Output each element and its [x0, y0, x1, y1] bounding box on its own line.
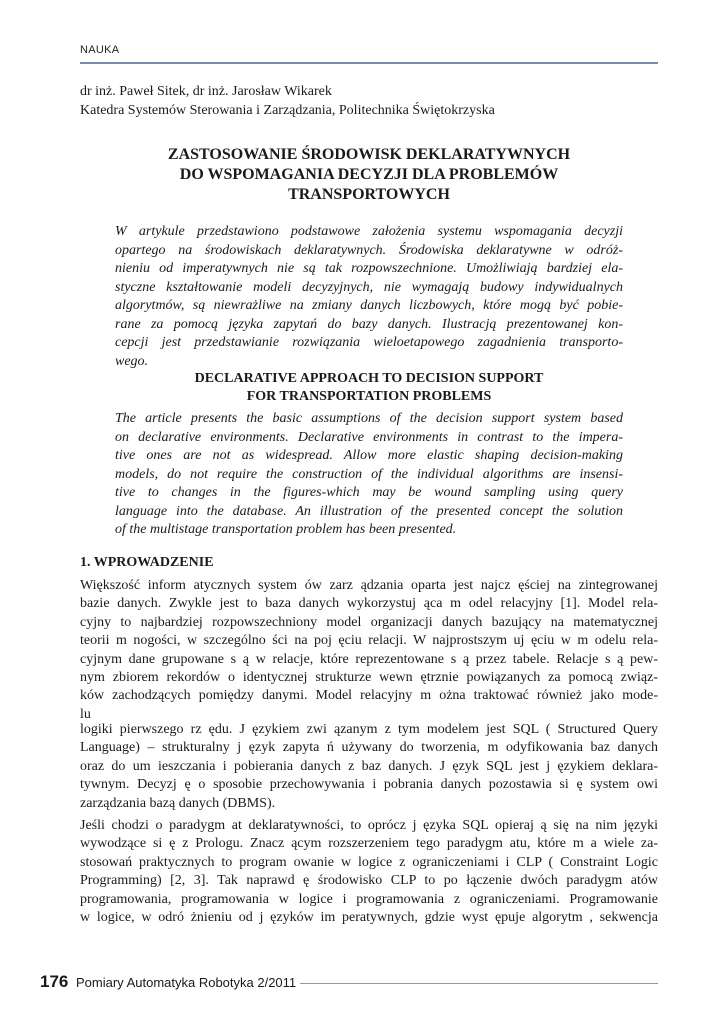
body-line: nym zbiorem rekordów o identycznej strukturze wewn ętrznie powiązanych za pomocą związ-: [80, 670, 658, 686]
abstract-line: W artykule przedstawiono podstawowe założenia systemu wspomagania decyzji: [115, 224, 623, 239]
abstract-english: [115, 410, 623, 540]
abstract-line: algorytmów, są niewrażliwe na zmiany danych liczbowych, które mogą być pobie-: [115, 298, 623, 313]
body-line: programowania, programowania w logice i programowania z ograniczeniami. Programowanie: [80, 891, 658, 907]
english-title-line: FOR TRANSPORTATION PROBLEMS: [246, 389, 492, 404]
article-title: [80, 145, 658, 205]
english-title: [115, 370, 623, 406]
abstract-line: opartego na środowiskach deklaratywnych. Środowiska deklaratywne w odróż-: [115, 242, 623, 258]
author-names: dr inż. Paweł Sitek, dr inż. Jarosław Wikarek: [80, 84, 332, 99]
body-line: lu: [80, 706, 91, 722]
footer-rule: [300, 983, 658, 984]
section-label: NAUKA: [80, 44, 120, 56]
body-line: w logice, w odró żnieniu od j ęzyków im peratywnych, gdzie wyst ępuje algorytm , sekwencja: [80, 910, 658, 926]
body-line: bazie danych. Zwykle jest to baza danych wykorzystuj ąca m odel relacyjny [1]. Model rela-: [80, 596, 658, 612]
author-affiliation: Katedra Systemów Sterowania i Zarządzania, Politechnika Świętokrzyska: [80, 103, 495, 118]
body-line: Language) – strukturalny j ęzyk zapyta ń używany do tworzenia, m odyfikowania baz danych: [80, 740, 658, 756]
section-heading: 1. WPROWADZENIE: [80, 555, 214, 570]
abstract-line: on declarative environments. Declarative environments in contrast to the impera-: [115, 429, 623, 445]
abstract-polish: [115, 223, 623, 371]
header-rule: [80, 62, 658, 64]
author-block: [80, 82, 660, 120]
title-line: ZASTOSOWANIE ŚRODOWISK DEKLARATYWNYCH: [167, 146, 571, 163]
title-line: DO WSPOMAGANIA DECYZJI DLA PROBLEMÓW: [179, 166, 559, 183]
body-line: teorii m nogości, w szczególno ści na poj ęciu relacji. W najprostszym uj ęciu w m odelu rela-: [80, 633, 658, 649]
abstract-line: language into the database. An illustration of the presented concept the solution: [115, 503, 623, 519]
body-line: cyjny to najbardziej rozpowszechniony model organizacji danych bazujący na matematycznej: [80, 614, 658, 630]
body-line: Jeśli chodzi o paradygm at deklaratywności, to oprócz j ęzyka SQL opieraj ą się na nim języki: [80, 818, 658, 833]
abstract-line: styczne kształtowanie modeli decyzyjnych, nie wymagają budowy indywidualnych: [115, 279, 623, 295]
journal-name: Pomiary Automatyka Robotyka 2/2011: [76, 975, 297, 990]
body-line: oraz do um ieszczania i pobierania danych z baz danych. J ęzyk SQL jest j ęzykiem deklara-: [80, 758, 658, 774]
page-footer: [40, 972, 296, 992]
abstract-line: rane za pomocą języka zapytań do bazy danych. Ilustracją prezentowanej kon-: [115, 316, 623, 332]
title-line: TRANSPORTOWYCH: [288, 186, 450, 203]
body-paragraph: [80, 577, 658, 724]
body-paragraph: [80, 721, 658, 813]
body-line: zarządzania bazą danych (DBMS).: [80, 795, 276, 811]
abstract-line: wego.: [115, 353, 149, 369]
abstract-line: cepcji jest przedstawianie rozwiązania wieloetapowego zagadnienia transporto-: [115, 335, 623, 350]
body-line: Większość inform atycznych system ów zarz ądzania oparta jest najcz ęściej na zintegrowanej: [80, 578, 658, 593]
abstract-line: The article presents the basic assumptions of the decision support system based: [115, 411, 623, 426]
abstract-line: of the multistage transportation problem has been presented.: [115, 522, 457, 537]
body-line: wywodzące si ę z Prologu. Znacz ącym rozszerzeniem tego paradygm atu, które m a wiele za-: [80, 836, 658, 852]
english-title-line: DECLARATIVE APPROACH TO DECISION SUPPORT: [194, 371, 544, 386]
body-line: stosowań praktycznych to program owanie w logice z ograniczeniami i CLP ( Constraint Logic: [80, 854, 658, 870]
body-line: tywnym. Decyzj ę o sposobie przechowywania i pobrania danych pozostawia si ę system owi: [80, 777, 658, 793]
body-line: Programming) [2, 3]. Tak naprawd ę środowisko CLP to po łączenie dwóch paradygm atów: [80, 873, 658, 889]
body-line: cyjnym dane grupowane s ą w relacje, które reprezentowane s ą przez tabele. Relacje s ą pew-: [80, 651, 658, 667]
abstract-line: models, do not require the construction of the individual algorithms are insensi-: [115, 466, 623, 482]
body-line: ków zachodzących pomiędzy danymi. Model relacyjny m ożna traktować również jako mode-: [80, 688, 658, 704]
abstract-line: nieniu od imperatywnych nie są tak rozpowszechnione. Umożliwiają bardziej ela-: [115, 261, 623, 276]
body-paragraph: [80, 817, 658, 927]
page-number: 176: [40, 972, 69, 991]
abstract-line: tive ones are not as widespread. Allow more elastic shaping decision-making: [115, 448, 623, 463]
body-line: logiki pierwszego rz ędu. J ęzykiem zwi ązanym z tym modelem jest SQL ( Structured Query: [80, 722, 658, 737]
abstract-line: tive to changes in the figures-which may be wound sampling using query: [115, 485, 623, 500]
